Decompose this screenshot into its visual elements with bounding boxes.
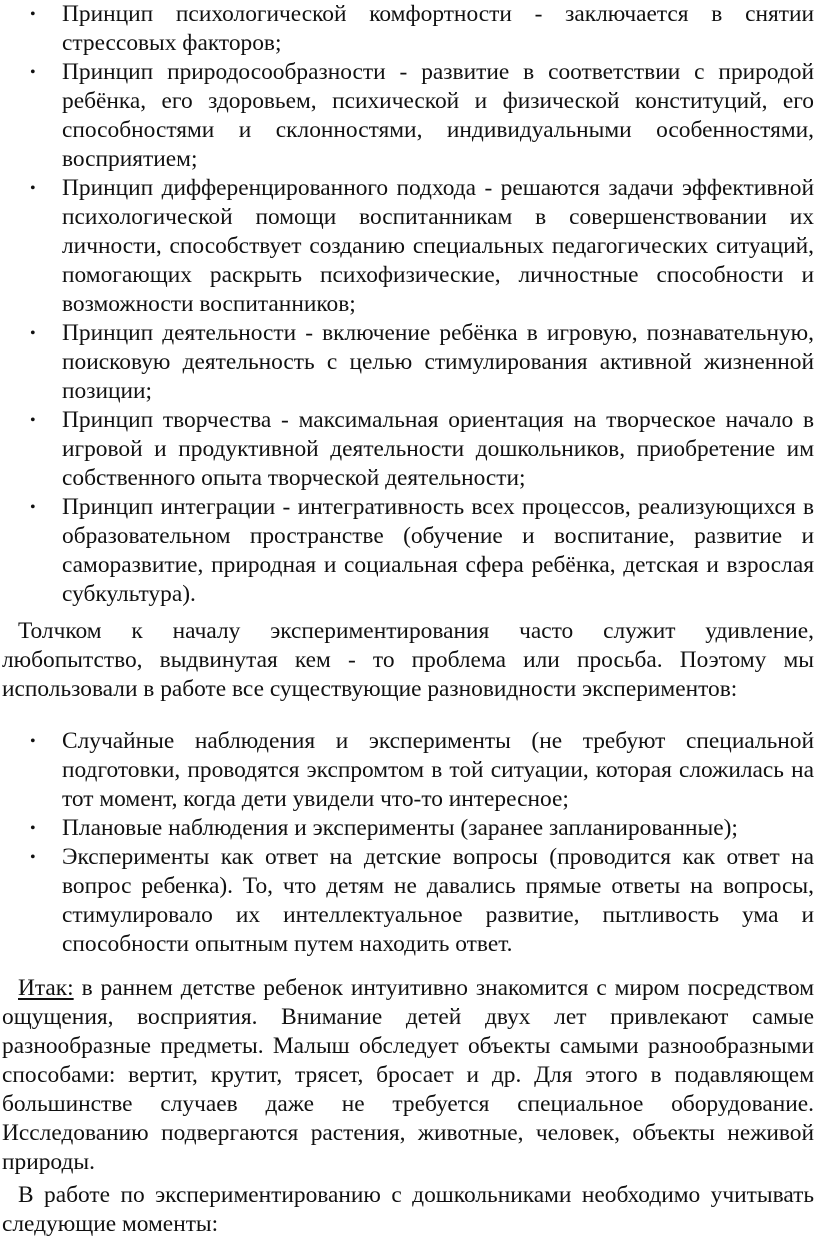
- list-item-text: Плановые наблюдения и эксперименты (заранее запланированные);: [62, 815, 738, 841]
- list-item: [0, 174, 816, 319]
- bullet-icon: •: [30, 180, 36, 197]
- bullet-icon: •: [30, 6, 36, 23]
- list-item-text: Принцип природосообразности - развитие в соответствии с природой ребёнка, его здоровьем, психической и физической конституций, его способностями и склонностями, индивидуальными особенностями, восприятием;: [62, 59, 814, 172]
- list-item: [0, 493, 816, 609]
- bullet-icon: •: [30, 412, 36, 429]
- list-item-text: Принцип творчества - максимальная ориентация на творческое начало в игровой и продуктивной деятельности дошкольников, приобретение им собственного опыта творческой деятельности;: [62, 407, 814, 491]
- experiment-types-list: [0, 727, 816, 959]
- bullet-icon: •: [30, 64, 36, 81]
- list-item-text: Принцип интеграции - интегративность всех процессов, реализующихся в образовательном пространстве (обучение и воспитание, развитие и саморазвитие, природная и социальная сфера ребёнка, детская и взрослая субкультура).: [62, 494, 814, 607]
- bullet-icon: •: [30, 733, 36, 750]
- summary-lead: Итак:: [18, 975, 74, 1001]
- list-item-text: Принцип психологической комфортности - заключается в снятии стрессовых факторов;: [62, 1, 814, 56]
- list-item: [0, 406, 816, 493]
- list-item: [0, 319, 816, 406]
- bullet-icon: •: [30, 499, 36, 516]
- considerations-paragraph: В работе по экспериментированию с дошкольниками необходимо учитывать следующие моменты:: [2, 1182, 814, 1237]
- list-item-text: Принцип деятельности - включение ребёнка в игровую, познавательную, поисковую деятельность с целью стимулирования активной жизненной позиции;: [62, 320, 814, 404]
- list-item: [0, 814, 816, 843]
- summary-paragraph: [2, 974, 814, 1177]
- list-item-text: Эксперименты как ответ на детские вопросы (проводится как ответ на вопрос ребенка). То, что детям не давались прямые ответы на вопросы, стимулировало их интеллектуальное развитие, пытливость ума и способности опытным путем находить ответ.: [62, 844, 814, 957]
- bullet-icon: •: [30, 325, 36, 342]
- summary-text: в раннем детстве ребенок интуитивно знакомится с миром посредством ощущения, восприятия. Внимание детей двух лет привлекают самые разнообразные предметы. Малыш обследует объекты самыми разнообразными способами: вертит, крутит, трясет, бросает и др. Для этого в подавляющем большинстве случаев даже не требуется специальное оборудование. Исследованию подвергаются растения, животные, человек, объекты неживой природы.: [2, 975, 814, 1175]
- bullet-icon: •: [30, 849, 36, 866]
- list-item-text: Принцип дифференцированного подхода - решаются задачи эффективной психологической помощи воспитанникам в совершенствовании их личности, способствует созданию специальных педагогических ситуаций, помогающих раскрыть психофизические, личностные способности и возможности воспитанников;: [62, 175, 814, 317]
- bullet-icon: •: [30, 820, 36, 837]
- list-item-text: Случайные наблюдения и эксперименты (не требуют специальной подготовки, проводятся экспромтом в той ситуации, которая сложилась на тот момент, когда дети увидели что-то интересное;: [62, 728, 814, 812]
- list-item: [0, 843, 816, 959]
- list-item: [0, 58, 816, 174]
- experimentation-paragraph: Толчком к началу экспериментирования часто служит удивление, любопытство, выдвинутая кем - то проблема или просьба. Поэтому мы использовали в работе все существующие разновидности экспериментов:: [2, 618, 814, 702]
- principles-list: [0, 0, 816, 609]
- list-item: [0, 0, 816, 58]
- list-item: [0, 727, 816, 814]
